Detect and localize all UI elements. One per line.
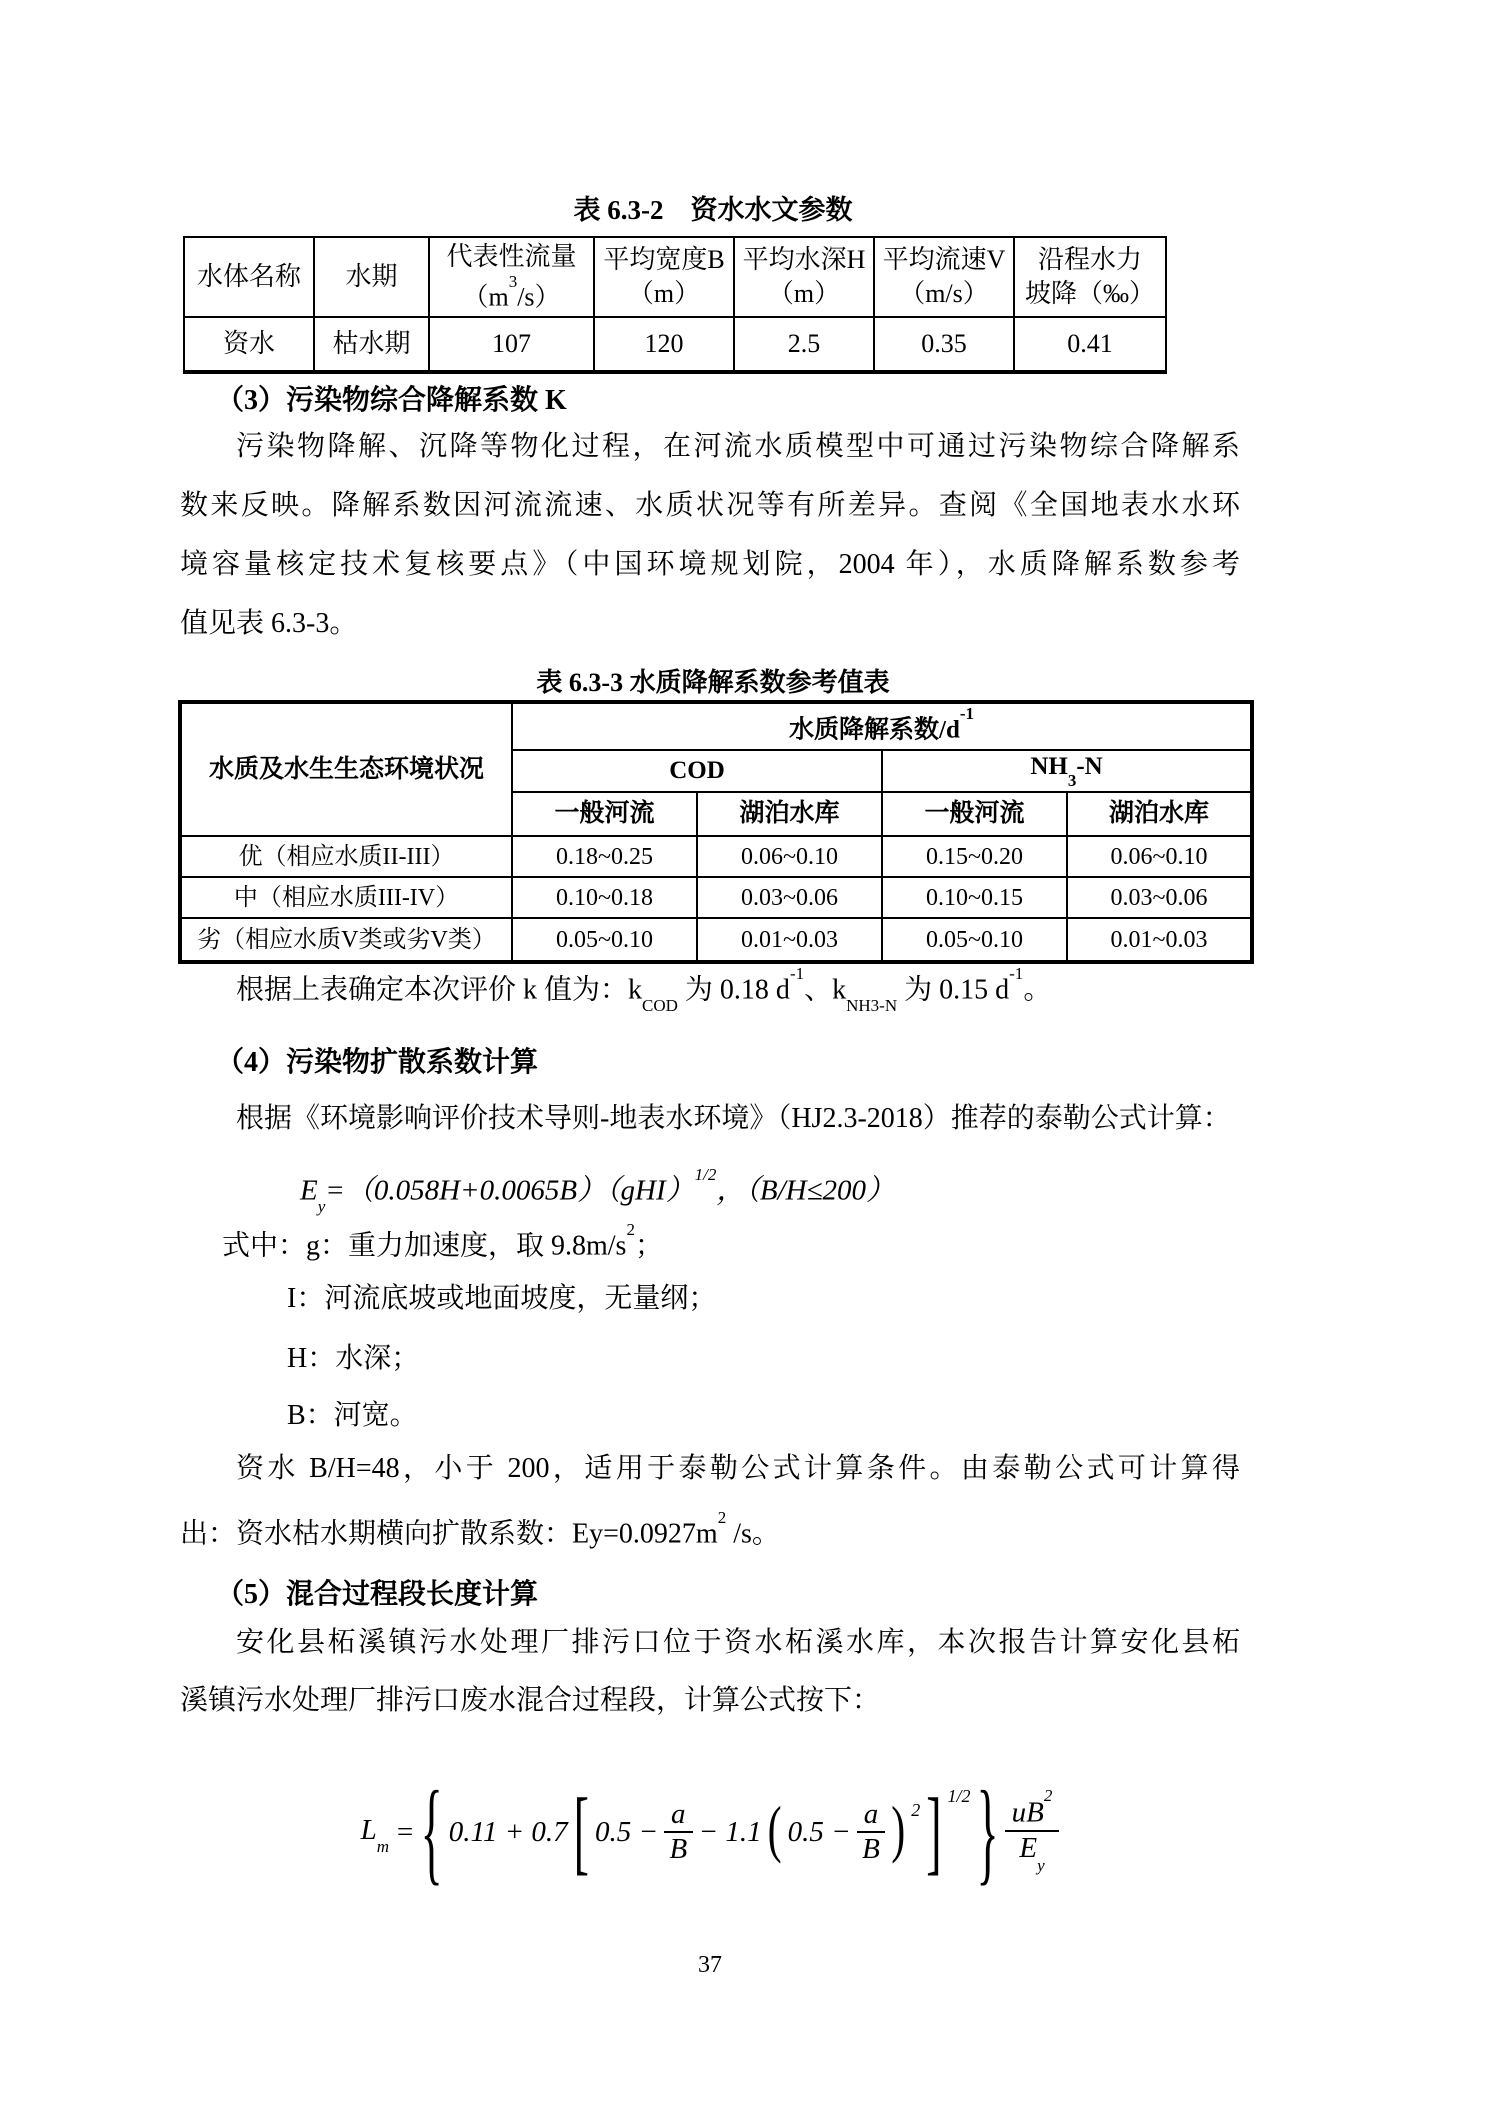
table-cell: 0.05~0.10 [512, 918, 697, 962]
table-header-cell: 水期 [314, 237, 429, 317]
table-cell: 中（相应水质III-IV） [180, 877, 512, 918]
table-header-cell: 湖泊水库 [1067, 792, 1252, 836]
close-brace: } [976, 1767, 999, 1896]
table-header-cell: 水质降解系数$/d^{-1}$ [512, 702, 1252, 750]
fraction-a-over-B: $\frac{a}{B}$ [857, 1798, 886, 1867]
fraction-a-over-B: $\frac{a}{B}$ [664, 1798, 693, 1867]
table-cell: 0.35 [874, 317, 1014, 372]
formula-where-line: I：河流底坡或地面坡度，无量纲； [287, 1283, 717, 1314]
table-6-3-2-caption: 表 6.3-2 资水水文参数 [573, 195, 853, 225]
table-row [180, 877, 1252, 918]
table-cell: 0.10~0.18 [512, 877, 697, 918]
table-cell: 0.41 [1014, 317, 1166, 372]
paragraph-line: 出：资水枯水期横向扩散系数：$Ey=0.0927m^2$ /s。 [180, 1508, 780, 1550]
table-header-cell: 代表性流量 $(m^3/s)$ [429, 237, 594, 317]
table-cell: 0.06~0.10 [697, 836, 882, 877]
formula-term: − 1.1 [698, 1815, 762, 1848]
page-number: 37 [698, 1952, 722, 1978]
paragraph-line: 安化县柘溪镇污水处理厂排污口位于资水柘溪水库，本次报告计算安化县柘 [236, 1627, 1240, 1658]
table-cell: 0.05~0.10 [882, 918, 1067, 962]
equals-sign: = [395, 1815, 415, 1848]
table-header-cell: COD [512, 750, 882, 792]
paragraph-line: 数来反映。降解系数因河流流速、水质状况等有所差异。查阅《全国地表水水环 [180, 490, 1240, 521]
table-header-cell: 平均流速V （m/s） [874, 237, 1014, 317]
open-brace: { [420, 1767, 443, 1896]
exponent-half: 1/2 [947, 1785, 971, 1806]
table-cell: 2.5 [734, 317, 874, 372]
table-header-cell: 平均水深H （m） [734, 237, 874, 317]
table-cell: 0.15~0.20 [882, 836, 1067, 877]
formula-term: 0.5 − [787, 1815, 851, 1848]
table-cell: 0.01~0.03 [697, 918, 882, 962]
table-header-cell: 平均宽度B （m） [594, 237, 734, 317]
paragraph-line: 值见表 6.3-3。 [180, 608, 358, 639]
paragraph-line: 根据《环境影响评价技术导则-地表水环境》（HJ2.3-2018）推荐的泰勒公式计算： [236, 1103, 1231, 1134]
table-cell: 0.01~0.03 [1067, 918, 1252, 962]
table-row [180, 836, 1252, 877]
table-row [180, 918, 1252, 962]
table-cell: 0.10~0.15 [882, 877, 1067, 918]
fraction-uB2-over-Ey: $\frac{uB^2}{E_y}$ [1005, 1796, 1060, 1868]
formula-taylor: $E_y=(0.058H+0.0065B)(gHI)^{1/2}$，（B/H≤200） [300, 1165, 896, 1217]
paragraph-line: 污染物降解、沉降等物化过程，在河流水质模型中可通过污染物综合降解系 [236, 431, 1240, 462]
formula-term: 0.5 − [594, 1815, 659, 1848]
section-heading-3: （3）污染物综合降解系数 K [216, 385, 567, 416]
table-cell: 枯水期 [314, 317, 429, 372]
table-header-cell: 湖泊水库 [697, 792, 882, 836]
table-6-3-3-caption: 表 6.3-3 水质降解系数参考值表 [536, 668, 890, 697]
table-cell: 120 [594, 317, 734, 372]
table-header-row [180, 702, 1252, 750]
table-cell: 0.18~0.25 [512, 836, 697, 877]
formula-where-line: H：水深； [287, 1343, 420, 1374]
table-header-cell: $NH_3-N$ [882, 750, 1252, 792]
paragraph-line: 溪镇污水处理厂排污口废水混合过程段，计算公式按下： [180, 1685, 881, 1716]
table-cell: 优（相应水质II-III） [180, 836, 512, 877]
k-value-sentence: 根据上表确定本次评价 k 值为：$k_{COD}$ 为 0.18 $d^{-1}$、$k_{NH3-N}$ 为 0.15 $d^{-1}$。 [236, 964, 1052, 1015]
formula-term: 0.11 + 0.7 [448, 1815, 568, 1848]
open-paren: ( [767, 1796, 782, 1866]
degradation-coefficient-table [178, 700, 1254, 964]
table-cell: 0.06~0.10 [1067, 836, 1252, 877]
table-cell: 0.03~0.06 [697, 877, 882, 918]
table-header-row [184, 237, 1166, 317]
table-header-cell: 沿程水力 坡降（‰） [1014, 237, 1166, 317]
formula-lhs: $L_m$ [360, 1813, 390, 1857]
table-cell: 劣（相应水质V类或劣V类） [180, 918, 512, 962]
table-header-cell: 水质及水生生态环境状况 [180, 702, 512, 836]
hydrology-parameters-table [183, 236, 1167, 374]
table-header-cell: 一般河流 [882, 792, 1067, 836]
table-data-row [184, 317, 1166, 372]
paragraph-line: 境容量核定技术复核要点》（中国环境规划院，2004 年），水质降解系数参考 [180, 549, 1240, 580]
open-bracket: [ [573, 1779, 589, 1884]
formula-where-line: 式中：g：重力加速度，取 $9.8m/s^2$； [222, 1220, 663, 1262]
section-heading-4: （4）污染物扩散系数计算 [216, 1047, 539, 1078]
section-heading-5: （5）混合过程段长度计算 [216, 1579, 539, 1610]
close-bracket: ] [926, 1779, 942, 1884]
formula-mixing-length [180, 1762, 1240, 1902]
table-cell: 0.03~0.06 [1067, 877, 1252, 918]
table-cell: 107 [429, 317, 594, 372]
table-header-cell: 水体名称 [184, 237, 314, 317]
paragraph-line: 资水 B/H=48，小于 200，适用于泰勒公式计算条件。由泰勒公式可计算得 [236, 1453, 1240, 1484]
table-cell: 资水 [184, 317, 314, 372]
formula-where-line: B：河宽。 [287, 1400, 418, 1431]
table-header-cell: 一般河流 [512, 792, 697, 836]
exponent-2: 2 [911, 1799, 921, 1820]
close-paren: ) [891, 1796, 906, 1866]
